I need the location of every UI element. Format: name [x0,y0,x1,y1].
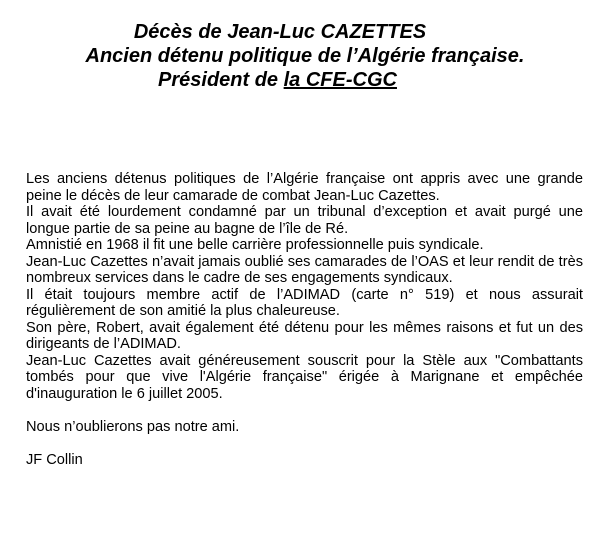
paragraph-3: Amnistié en 1968 il fit une belle carrière professionnelle puis syndicale. [26,237,484,253]
paragraph-1: Les anciens détenus politiques de l’Algérie française ont appris avec une grande peine le décès de leur camarade de combat Jean-Luc Cazettes. [26,171,583,204]
paragraph-2: Il avait été lourdement condamné par un tribunal d’exception et avait purgé une longue partie de sa peine au bagne de l’île de Ré. [26,204,583,237]
closing-line: Nous n’oublierons pas notre ami. [26,418,240,435]
paragraph-7: Jean-Luc Cazettes avait généreusement souscrit pour la Stèle aux "Combattants tombés pour que vive l'Algérie française" érigée à Marignane et empêchée d'inauguration le 6 juillet 2005. [26,352,583,402]
title-line-2: Ancien détenu politique de l’Algérie française. [85,45,525,67]
paragraph-6: Son père, Robert, avait également été détenu pour les mêmes raisons et fut un des dirigeants de l’ADIMAD. [26,319,583,352]
paragraph-spacer [26,402,583,419]
title-line-1: Décès de Jean-Luc CAZETTES [133,21,427,43]
paragraph-4: Jean-Luc Cazettes n’avait jamais oublié ses camarades de l’OAS et leur rendit de très nombreux services dans le cadre de ses engagements syndicaux. [26,253,583,286]
title-block [0,20,610,92]
title-line-3-underlined: la CFE-CGC [283,69,397,91]
signature: JF Collin [26,451,83,468]
paragraph-5: Il était toujours membre actif de l’ADIMAD (carte n° 519) et nous assurait régulièrement de son amitié la plus chaleureuse. [26,286,583,319]
article-body [26,171,583,468]
title-line-3-prefix: Président de [158,69,284,91]
title-line-3 [0,68,610,92]
paragraph-spacer [26,435,583,452]
